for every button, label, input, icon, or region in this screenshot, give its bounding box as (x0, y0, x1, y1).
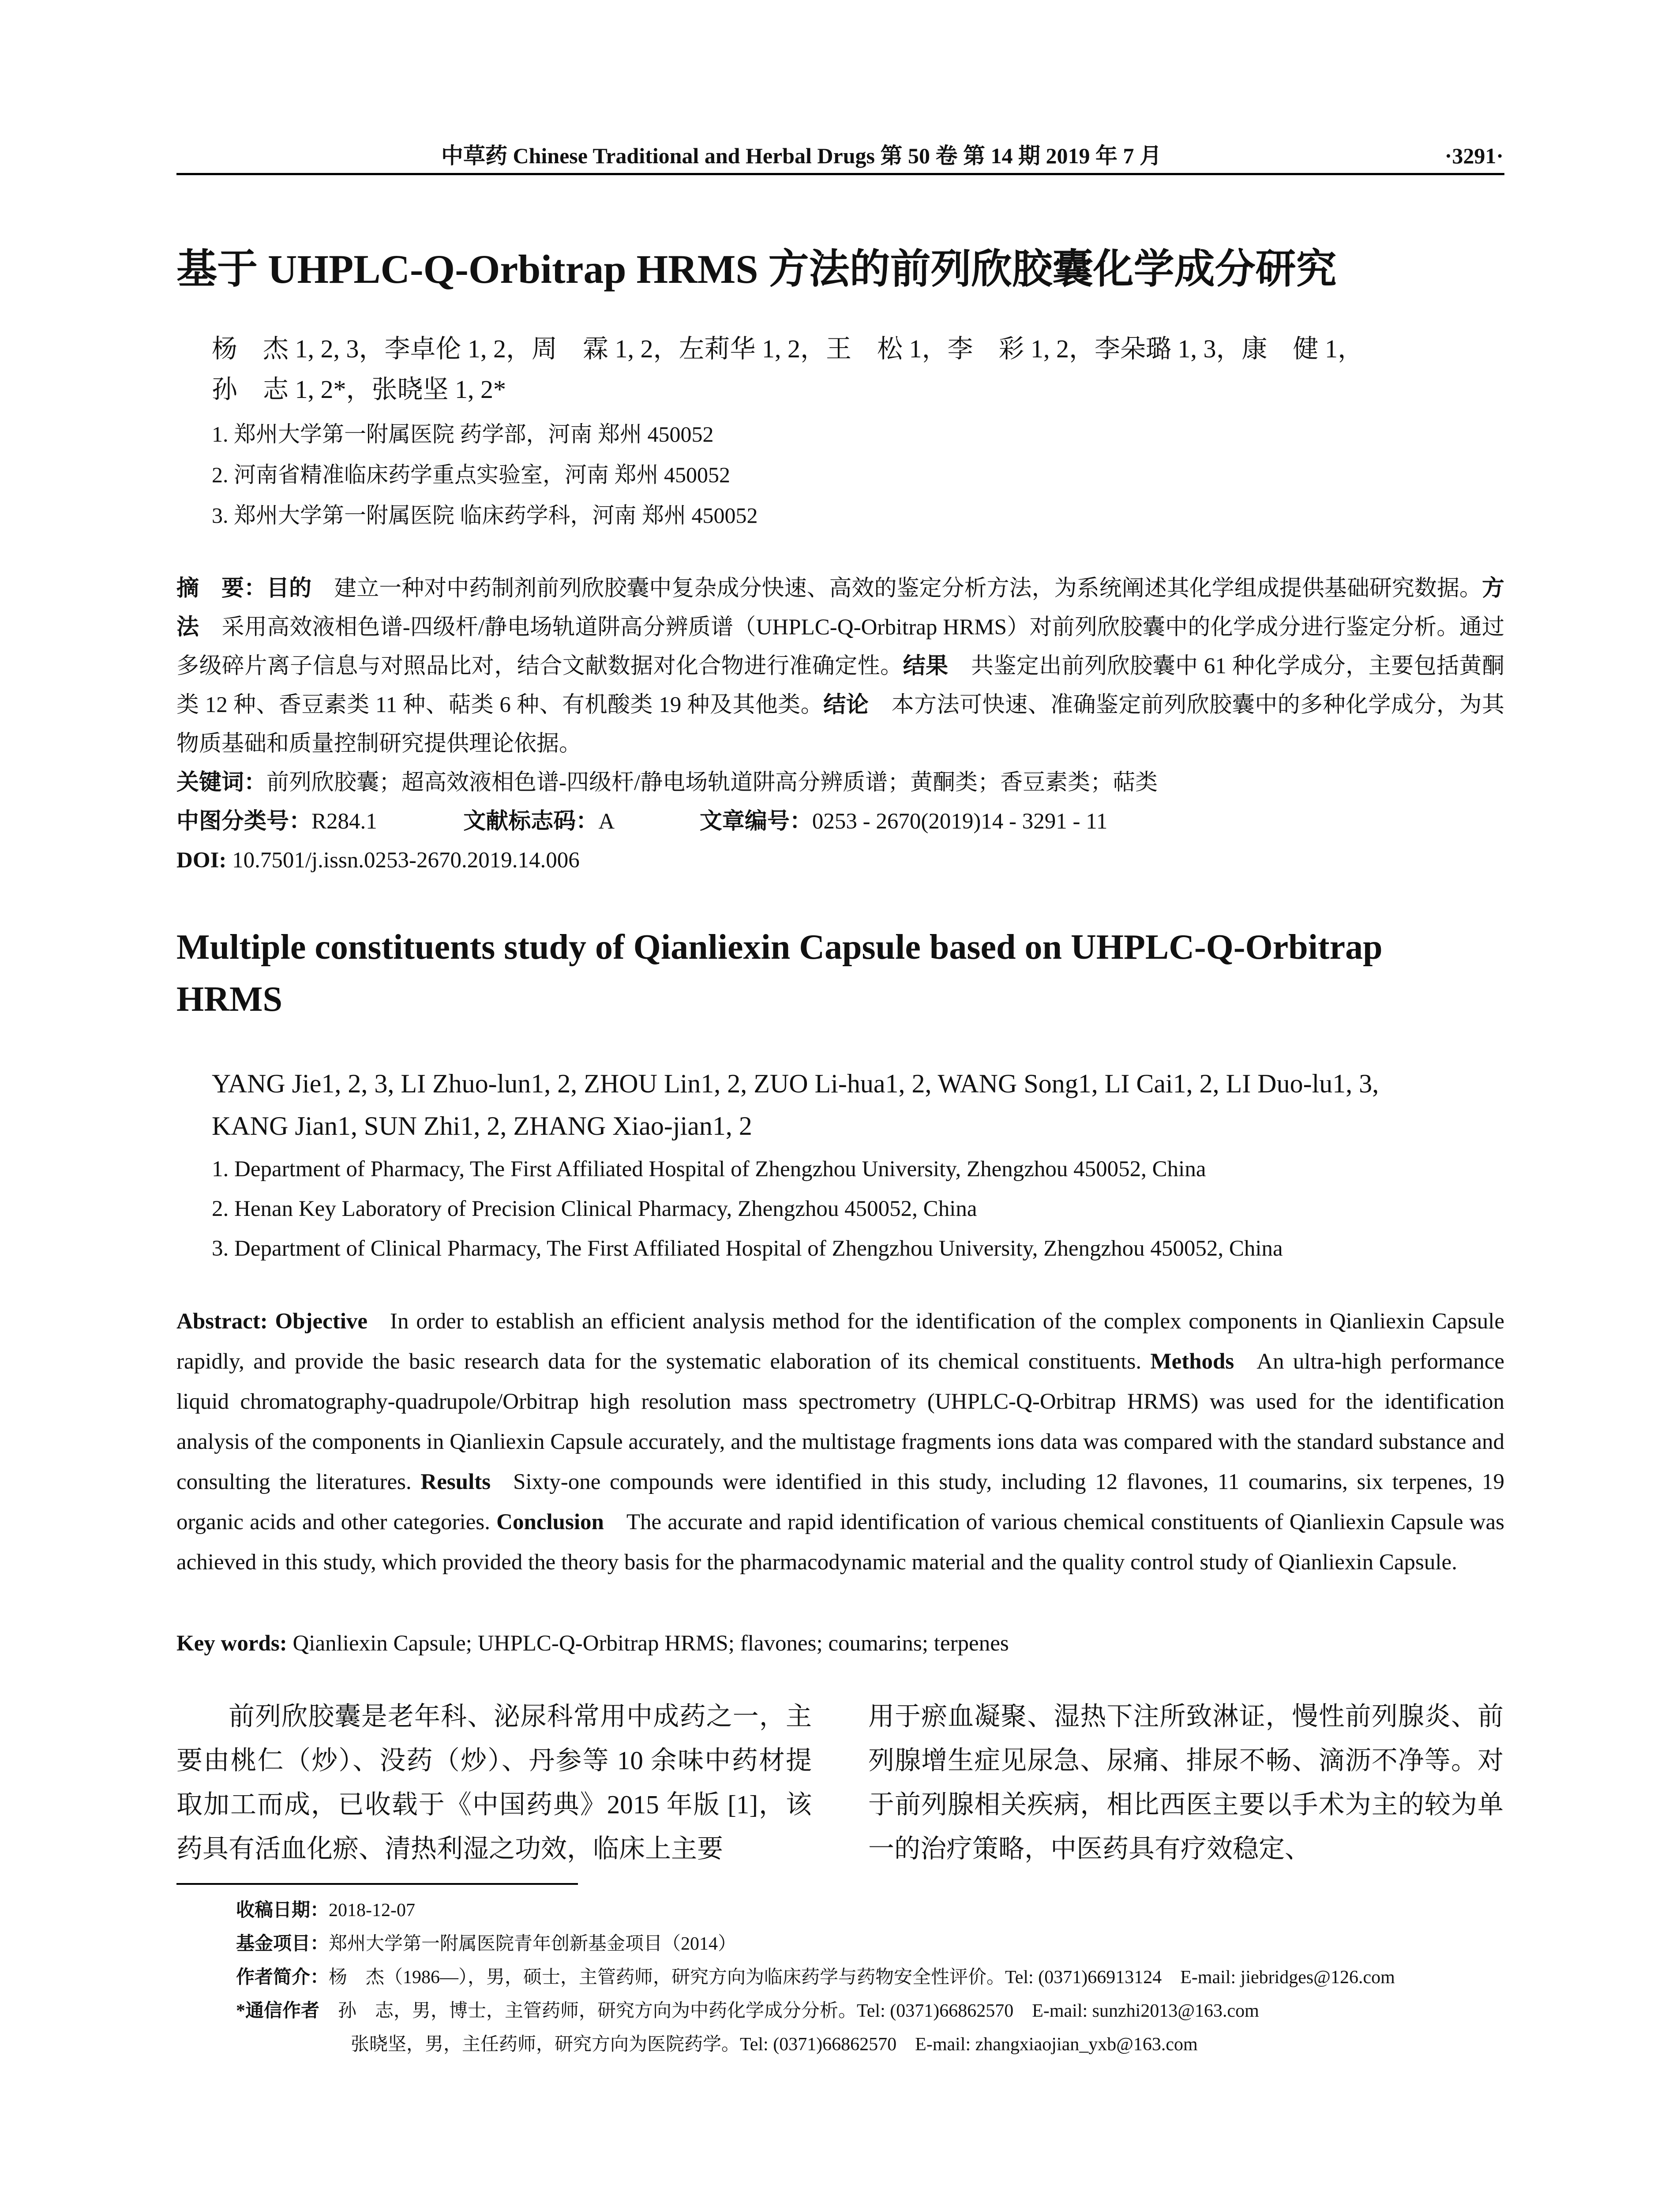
english-affiliation-3: 3. Department of Clinical Pharmacy, The First Affiliated Hospital of Zhengzhou University, Zhengzhou 450052, China (212, 1236, 1283, 1261)
corresponding-1-value: 孙 志，男，博士，主管药师，研究方向为中药化学成分分析。Tel: (0371)66862570 E-mail: sunzhi2013@163.com (338, 2001, 1259, 2021)
english-keywords (176, 1624, 1504, 1664)
footnote-corresponding-2: 张晓坚，男，主任药师，研究方向为医院药学。Tel: (0371)66862570 E-mail: zhangxiaojian_yxb@163.com (351, 2034, 1198, 2055)
classification-line (176, 802, 1504, 841)
objective-label: 目的 (266, 576, 312, 601)
objective-text: 建立一种对中药制剂前列欣胶囊中复杂成分快速、高效的鉴定分析方法，为系统阐述其化学组成提供基础研究数据。 (334, 576, 1482, 601)
chinese-affiliation-3: 3. 郑州大学第一附属医院 临床药学科，河南 郑州 450052 (212, 503, 758, 528)
chinese-title: 基于 UHPLC-Q-Orbitrap HRMS 方法的前列欣胶囊化学成分研究 (176, 247, 1337, 292)
doi-value: 10.7501/j.issn.0253-2670.2019.14.006 (232, 848, 580, 873)
english-title-line-1: Multiple constituents study of Qianliexin Capsule based on UHPLC-Q-Orbitrap (176, 928, 1383, 967)
clc-label: 中图分类号： (176, 809, 312, 834)
running-header: 中草药 Chinese Traditional and Herbal Drugs 第 50 卷 第 14 期 2019 年 7 月 (441, 143, 1162, 168)
footnote-rule (176, 1883, 578, 1885)
author-bio-label: 作者简介： (236, 1967, 329, 1988)
articleno-label: 文章编号： (699, 809, 812, 834)
en-methods-label: Methods (1150, 1349, 1234, 1374)
chinese-affiliation-1: 1. 郑州大学第一附属医院 药学部，河南 郑州 450052 (212, 422, 714, 446)
page-number: ·3291· (1444, 143, 1504, 168)
en-conclusion-label: Conclusion (496, 1510, 604, 1534)
header-rule (176, 173, 1504, 175)
chinese-authors-line-2: 孙 志 1, 2*，张晓坚 1, 2* (212, 375, 506, 404)
doi-line (176, 841, 1504, 880)
received-label: 收稿日期： (236, 1900, 329, 1921)
english-affiliation-1: 1. Department of Pharmacy, The First Affiliated Hospital of Zhengzhou University, Zhengzhou 450052, China (212, 1157, 1206, 1182)
methods-text: 采用高效液相色谱-四级杆/静电场轨道阱高分辨质谱（UHPLC-Q-Orbitrap HRMS）对前列欣胶囊中的化学成分进行鉴定分析。通过多级碎片离子信息与对照品比对，结合文献数据对化合物进行准确定性。 (176, 615, 1504, 679)
english-authors-line-1: YANG Jie1, 2, 3, LI Zhuo-lun1, 2, ZHOU Lin1, 2, ZUO Li-hua1, 2, WANG Song1, LI Cai1, 2, LI Duo-lu1, 3, (212, 1069, 1379, 1098)
body-column-right: 用于瘀血凝聚、湿热下注所致淋证，慢性前列腺炎、前列腺增生症见尿急、尿痛、排尿不畅、滴沥不净等。对于前列腺相关疾病，相比西医主要以手术为主的较为单一的治疗策略，中医药具有疗效稳定、 (868, 1702, 1504, 1863)
chinese-abstract (176, 569, 1504, 763)
en-objective-text: In order to establish an efficient analysis method for the identification of the complex components in Qianliexin Capsule rapidly, and provide the basic research data for the systematic elaboration of its chemical constituents. (176, 1309, 1505, 1374)
body-column-left: 前列欣胶囊是老年科、泌尿科常用中成药之一，主要由桃仁（炒）、没药（炒）、丹参等 10 余味中药材提取加工而成，已收载于《中国药典》2015 年版 [1]，该药具有活血化瘀、清热利湿之功效，临床上主要 (176, 1702, 812, 1863)
corresponding-label: *通信作者 (236, 2001, 320, 2021)
en-results-label: Results (420, 1470, 491, 1494)
abstract-label: 摘 要： (176, 576, 267, 601)
en-keywords-text: Qianliexin Capsule; UHPLC-Q-Orbitrap HRMS; flavones; coumarins; terpenes (292, 1631, 1009, 1656)
chinese-keywords (176, 763, 1504, 802)
keywords-text: 前列欣胶囊；超高效液相色谱-四级杆/静电场轨道阱高分辨质谱；黄酮类；香豆素类；萜类 (266, 770, 1158, 795)
received-value: 2018-12-07 (329, 1900, 415, 1921)
chinese-authors-line-1: 杨 杰 1, 2, 3，李卓伦 1, 2，周 霖 1, 2，左莉华 1, 2，王 松 1，李 彩 1, 2，李朵璐 1, 3，康 健 1， (212, 334, 1364, 363)
fund-label: 基金项目： (236, 1934, 329, 1954)
articleno-value: 0253 - 2670(2019)14 - 3291 - 11 (812, 809, 1108, 834)
en-conclusion-text: The accurate and rapid identification of various chemical constituents of Qianliexin Capsule was achieved in this study, which provided the theory basis for the pharmacodynamic material and the quality control study of Qianliexin Capsule. (176, 1510, 1504, 1575)
chinese-affiliation-2: 2. 河南省精准临床药学重点实验室，河南 郑州 450052 (212, 462, 730, 487)
doi-label: DOI: (176, 848, 227, 873)
footnote-received (236, 1894, 1504, 1927)
english-authors-line-2: KANG Jian1, SUN Zhi1, 2, ZHANG Xiao-jian1, 2 (212, 1111, 752, 1141)
fund-value: 郑州大学第一附属医院青年创新基金项目（2014） (329, 1934, 737, 1954)
footnote-fund (236, 1927, 1504, 1961)
methods-label: 方法 (176, 576, 1504, 640)
results-label: 结果 (903, 654, 949, 679)
en-results-text: Sixty-one compounds were identified in this study, including 12 flavones, 11 coumarins, six terpenes, 19 organic acids and other categories. (176, 1470, 1505, 1534)
doccode-value: A (598, 809, 614, 834)
english-affiliation-2: 2. Henan Key Laboratory of Precision Clinical Pharmacy, Zhengzhou 450052, China (212, 1197, 977, 1221)
en-abstract-label: Abstract: Objective (176, 1309, 368, 1334)
english-title-line-2: HRMS (176, 980, 282, 1019)
doccode-label: 文献标志码： (463, 809, 599, 834)
english-abstract (176, 1302, 1504, 1583)
en-methods-text: An ultra-high performance liquid chromatography-quadrupole/Orbitrap high resolution mass spectrometry (UHPLC-Q-Orbitrap HRMS) was used for the identification analysis of the components in Qianliexin Capsule accurately, and the multistage fragments ions data was compared with the standard substance and consulting the literatures. (176, 1349, 1505, 1494)
conclusion-text: 本方法可快速、准确鉴定前列欣胶囊中的多种化学成分，为其物质基础和质量控制研究提供理论依据。 (176, 693, 1504, 756)
conclusion-label: 结论 (823, 693, 869, 717)
clc-value: R284.1 (311, 809, 377, 834)
footnote-author (236, 1961, 1504, 1994)
results-text: 共鉴定出前列欣胶囊中 61 种化学成分，主要包括黄酮类 12 种、香豆素类 11 种、萜类 6 种、有机酸类 19 种及其他类。 (176, 654, 1504, 717)
en-keywords-label: Key words: (176, 1631, 287, 1656)
footnote-corresponding-1 (236, 1994, 1504, 2028)
author-bio-value: 杨 杰（1986—），男，硕士，主管药师，研究方向为临床药学与药物安全性评价。Tel: (0371)66913124 E-mail: jiebridges@126.com (329, 1967, 1395, 1988)
keywords-label: 关键词： (176, 770, 267, 795)
